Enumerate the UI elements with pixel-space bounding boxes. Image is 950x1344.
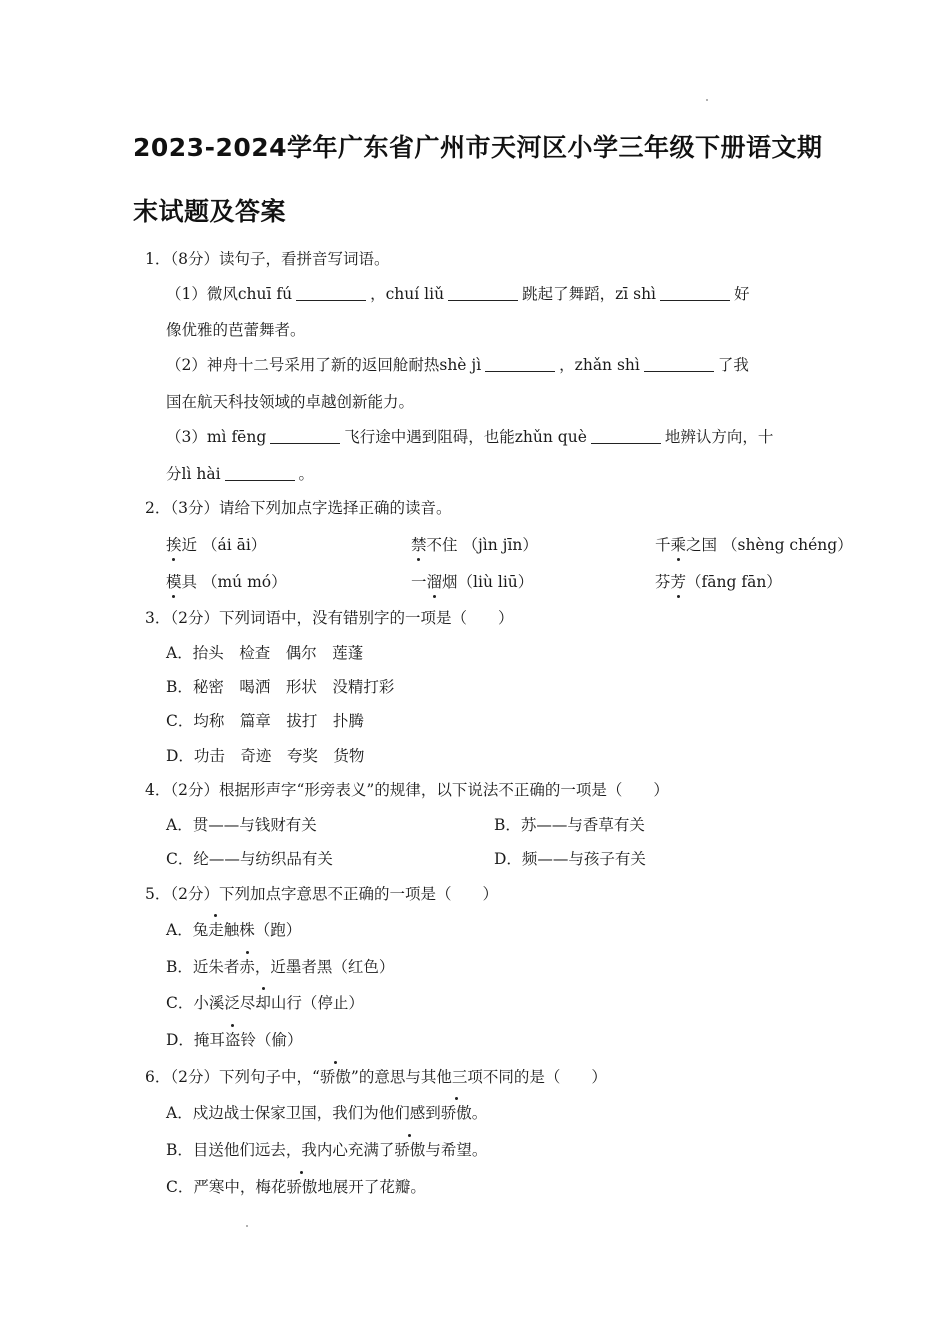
answer-blank[interactable] bbox=[660, 286, 730, 301]
q1-sentence-2a bbox=[166, 355, 749, 375]
q2-item-3 bbox=[655, 533, 853, 555]
option-pre: C．小溪泛尽 bbox=[166, 994, 256, 1012]
q2-stem: 2．（3分）请给下列加点字选择正确的读音。 bbox=[145, 499, 452, 517]
q2-item-6 bbox=[655, 570, 782, 592]
pinyin-choices: （jìn jīn） bbox=[462, 536, 538, 554]
dotted-char: 却 bbox=[255, 994, 271, 1012]
q1-sentence-3a bbox=[166, 427, 773, 447]
answer-blank[interactable] bbox=[270, 429, 340, 444]
q5-option-a bbox=[166, 920, 301, 940]
q1-s3a-part2: 飞行途中遇到阻碍，也能zhǔn què bbox=[344, 428, 587, 446]
dotted-char: 乘 bbox=[671, 533, 687, 555]
q3-option-b: B．秘密 喝洒 形状 没精打彩 bbox=[166, 678, 395, 696]
q4-option-d: D．频——与孩子有关 bbox=[494, 850, 646, 868]
q6-option-c bbox=[166, 1177, 426, 1197]
dotted-word: 骄傲 bbox=[286, 1178, 318, 1196]
dotted-word: 骄傲 bbox=[319, 1068, 351, 1086]
pinyin-choices: （fāng fān） bbox=[686, 573, 782, 591]
option-pre: A．戍边战士保家卫国，我们为他们感到 bbox=[166, 1104, 441, 1122]
word-rest: 烟 bbox=[442, 573, 458, 591]
option-rest: 触株（跑） bbox=[223, 921, 302, 939]
pinyin-choices: （mú mó） bbox=[201, 573, 287, 591]
q1-s3b-part1: 分lì hài bbox=[166, 465, 221, 483]
dotted-char: 挨 bbox=[166, 533, 182, 555]
q1-sentence-1b: 像优雅的芭蕾舞者。 bbox=[166, 321, 306, 339]
q6-option-a bbox=[166, 1103, 487, 1123]
word-rest: 不住 bbox=[426, 536, 458, 554]
q1-sentence-2b: 国在航天科技领域的卓越创新能力。 bbox=[166, 393, 415, 411]
q6-option-b bbox=[166, 1140, 487, 1160]
q5-option-c bbox=[166, 993, 364, 1013]
q1-sentence-3b bbox=[166, 464, 314, 484]
q1-s1a-part2: ，chuí liǔ bbox=[370, 285, 445, 303]
option-rest: 。 bbox=[471, 1104, 488, 1122]
q2-item-1 bbox=[166, 533, 266, 555]
option-pre: B．目送他们远去，我内心充满了 bbox=[166, 1141, 395, 1159]
answer-blank[interactable] bbox=[591, 429, 661, 444]
q2-item-5 bbox=[411, 570, 533, 592]
option-rest: 山行（停止） bbox=[270, 994, 364, 1012]
word-rest: 具 bbox=[181, 573, 198, 591]
q5-option-d bbox=[166, 1030, 302, 1050]
pinyin-choices: （liù liū） bbox=[457, 573, 534, 591]
option-rest: ，近墨者黑（红色） bbox=[254, 958, 395, 976]
dotted-char: 溜 bbox=[427, 570, 443, 592]
q4-option-b: B．苏——与香草有关 bbox=[494, 816, 645, 834]
page-title-line-2: 末试题及答案 bbox=[133, 197, 287, 226]
option-pre: D．掩耳 bbox=[166, 1031, 225, 1049]
q1-s1a-part1: （1）微风chuī fú bbox=[166, 285, 293, 303]
q1-stem: 1．（8分）读句子，看拼音写词语。 bbox=[145, 250, 390, 268]
q4-stem: 4．（2分）根据形声字“形旁表义”的规律，以下说法不正确的一项是（ ） bbox=[145, 781, 669, 799]
q3-option-a: A．抬头 检查 偶尔 莲蓬 bbox=[166, 644, 364, 662]
page-title-line-1: 2023-2024学年广东省广州市天河区小学三年级下册语文期 bbox=[133, 133, 823, 162]
pinyin-choices: （ái āi） bbox=[201, 536, 267, 554]
word-rest: 之国 bbox=[686, 536, 718, 554]
dotted-word: 骄傲 bbox=[440, 1104, 472, 1122]
q1-s1a-part3: 跳起了舞蹈，zī shì bbox=[522, 285, 657, 303]
dotted-word: 骄傲 bbox=[394, 1141, 426, 1159]
pinyin-choices: （shèng chéng） bbox=[721, 536, 853, 554]
q1-s2a-part1: （2）神舟十二号采用了新的返回舱耐热shè jì bbox=[166, 356, 482, 374]
option-rest: 地展开了花瓣。 bbox=[317, 1178, 426, 1196]
q4-option-c: C．纶——与纺织品有关 bbox=[166, 850, 333, 868]
scan-mark-top bbox=[706, 99, 708, 101]
option-pre: C．严寒中，梅花 bbox=[166, 1178, 287, 1196]
answer-blank[interactable] bbox=[644, 357, 714, 372]
option-rest: 与希望。 bbox=[425, 1141, 488, 1159]
q1-s3b-part2: 。 bbox=[298, 465, 315, 483]
q6-stem bbox=[145, 1067, 607, 1087]
word-rest: 近 bbox=[181, 536, 198, 554]
option-pre: B．近朱者 bbox=[166, 958, 240, 976]
answer-blank[interactable] bbox=[448, 286, 518, 301]
option-pre: A．兔 bbox=[166, 921, 209, 939]
stem-post: ”的意思与其他三项不同的是（ ） bbox=[350, 1068, 607, 1086]
q3-option-c: C．均称 篇章 拔打 扑腾 bbox=[166, 712, 364, 730]
q2-item-4 bbox=[166, 570, 287, 592]
q4-option-a: A．贯——与钱财有关 bbox=[166, 816, 317, 834]
q1-s3a-part1: （3）mì fēng bbox=[166, 428, 267, 446]
q3-stem: 3．（2分）下列词语中，没有错别字的一项是（ ） bbox=[145, 609, 514, 627]
dotted-char: 芳 bbox=[671, 570, 687, 592]
q1-sentence-1a bbox=[166, 284, 750, 304]
dotted-char: 禁 bbox=[411, 533, 427, 555]
dotted-char: 走 bbox=[208, 921, 224, 939]
dotted-char: 模 bbox=[166, 570, 182, 592]
answer-blank[interactable] bbox=[296, 286, 366, 301]
answer-blank[interactable] bbox=[485, 357, 555, 372]
q5-option-b bbox=[166, 957, 394, 977]
stem-pre: 6．（2分）下列句子中，“ bbox=[145, 1068, 320, 1086]
q3-option-d: D．功击 奇迹 夸奖 货物 bbox=[166, 747, 365, 765]
q1-s3a-part3: 地辨认方向，十 bbox=[664, 428, 774, 446]
word-pre: 芬 bbox=[655, 573, 671, 591]
q1-s2a-part2: ，zhǎn shì bbox=[559, 356, 640, 374]
q5-stem: 5．（2分）下列加点字意思不正确的一项是（ ） bbox=[145, 885, 498, 903]
dotted-char: 盗 bbox=[224, 1031, 241, 1049]
word-pre: 一 bbox=[411, 573, 427, 591]
option-rest: 铃（偷） bbox=[240, 1031, 303, 1049]
q1-s2a-part3: 了我 bbox=[717, 356, 749, 374]
scan-mark-bottom bbox=[246, 1225, 248, 1227]
answer-blank[interactable] bbox=[225, 466, 295, 481]
q2-item-2 bbox=[411, 533, 538, 555]
dotted-char: 赤 bbox=[239, 958, 255, 976]
q1-s1a-part4: 好 bbox=[734, 285, 750, 303]
word-pre: 千 bbox=[655, 536, 671, 554]
